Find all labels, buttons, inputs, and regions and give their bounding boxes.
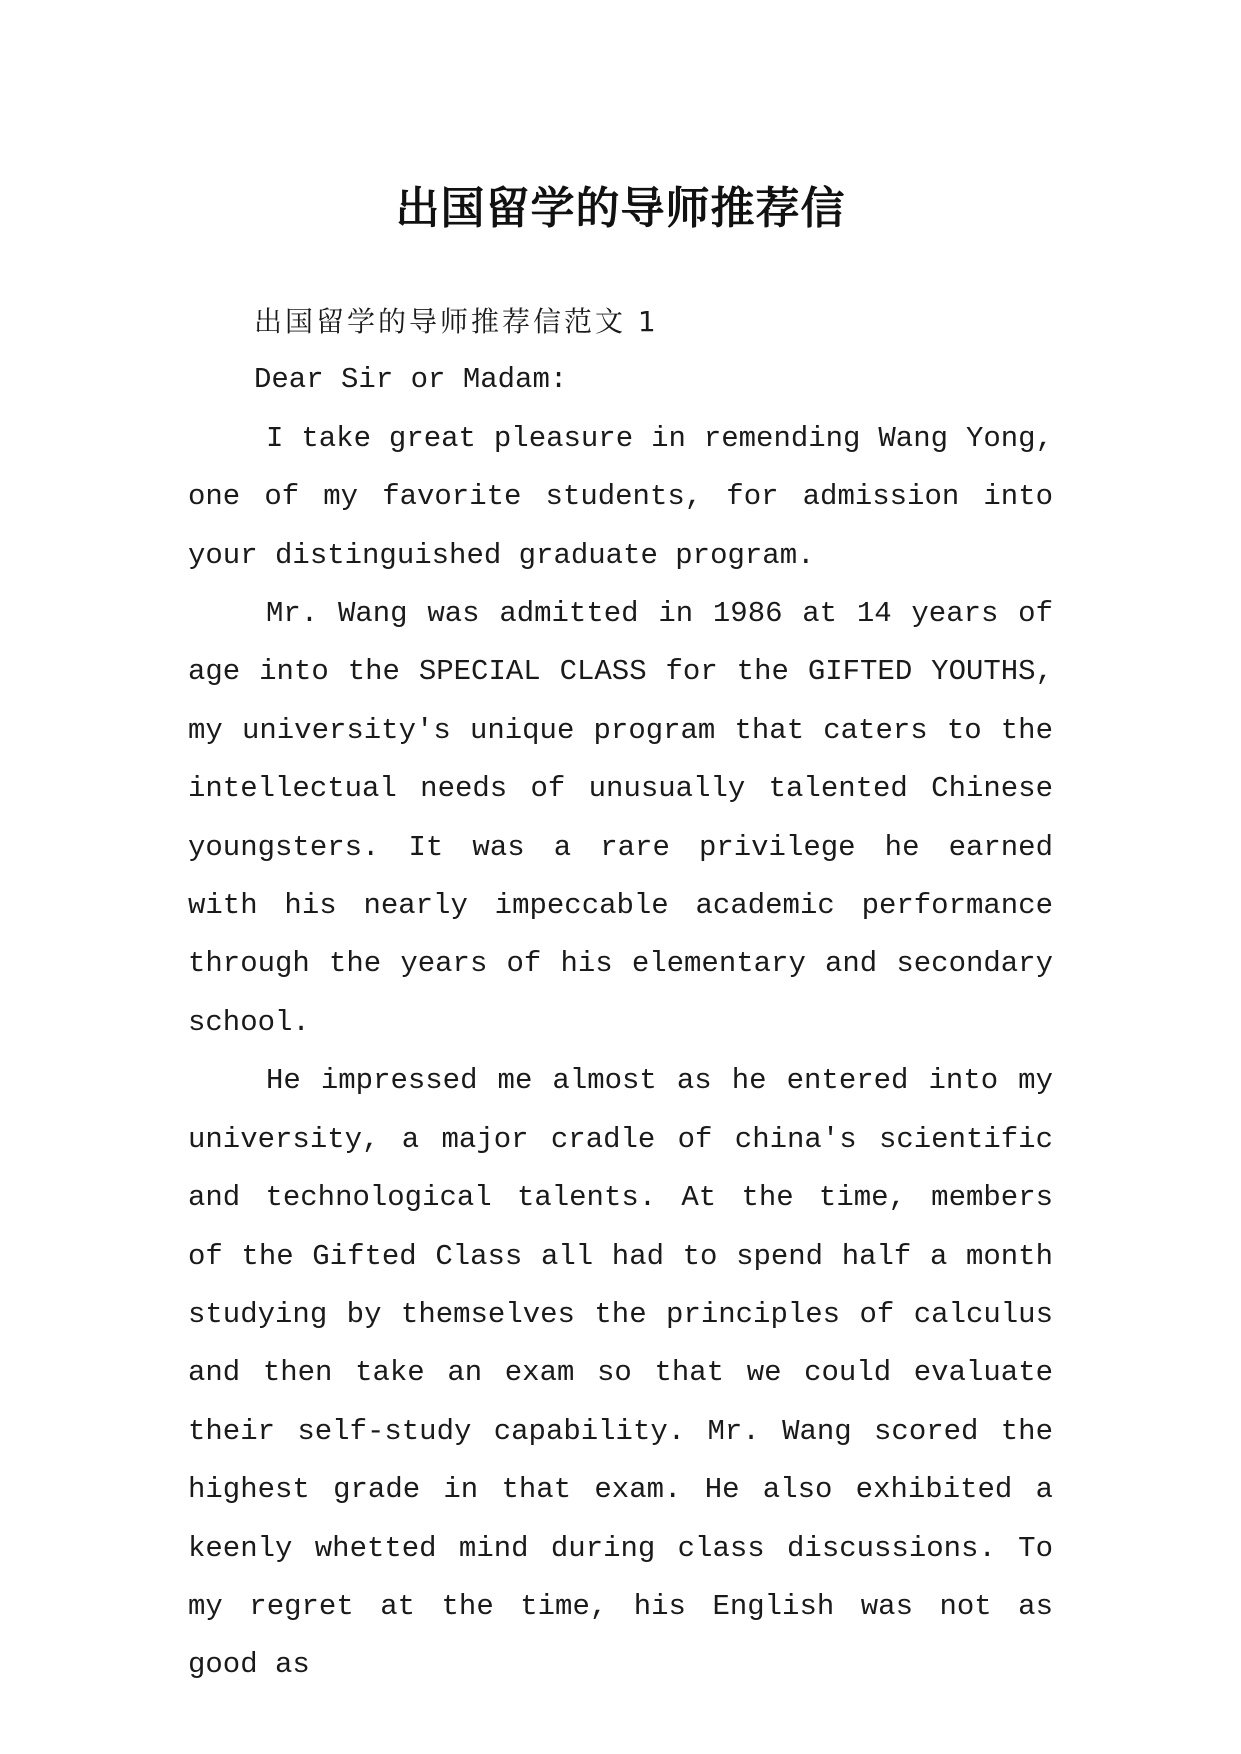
page-title: 出国留学的导师推荐信 xyxy=(395,183,846,235)
paragraph: Mr. Wang was admitted in 1986 at 14 years of age into the SPECIAL CLASS for the GIFTED YOUTHS, my university's unique program that caters to the intellectual needs of unusually talented Chinese youngsters. It was a rare privilege he earned with his nearly impeccable academic performance through the years of his elementary and secondary school. xyxy=(188,597,1053,1039)
paragraph: He impressed me almost as he entered into my university, a major cradle of china's scientific and technological talents. At the time, members of the Gifted Class all had to spend half a month studying by themselves the principles of calculus and then take an exam so that we could evaluate their self-study capability. Mr. Wang scored the highest grade in that exam. He also exhibited a keenly whetted mind during class discussions. To my regret at the time, his English was not as good as xyxy=(188,1064,1053,1682)
letter-subtitle: 出国留学的导师推荐信范文 1 xyxy=(254,305,659,338)
salutation: Dear Sir or Madam: xyxy=(254,363,568,397)
letter-body xyxy=(188,293,1053,1695)
paragraph: I take great pleasure in remending Wang Yong, one of my favorite students, for admission into your distinguished graduate program. xyxy=(188,421,1053,572)
